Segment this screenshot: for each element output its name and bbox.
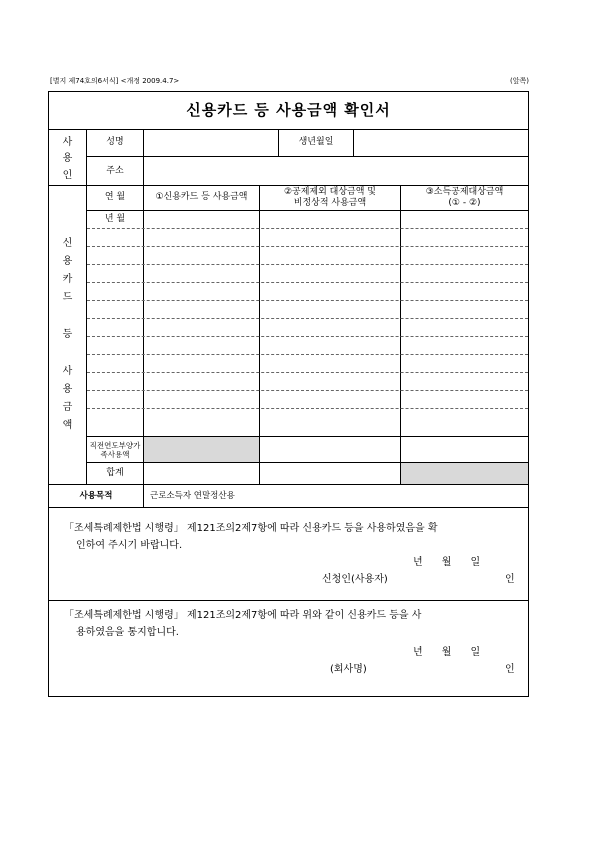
user-section-label: 사 용 인 (62, 136, 73, 182)
address-label: 주소 (106, 165, 124, 176)
name-field[interactable] (144, 129, 278, 156)
form-title: 신용카드 등 사용금액 확인서 (49, 92, 528, 130)
month-subheader: 년 월 (104, 214, 126, 225)
request-date: 년 월 일 (413, 557, 481, 568)
request-signer: 신청인(사용자) (322, 574, 388, 585)
usage-section-label: 신 용 카 드 등 사 용 금 액 (62, 237, 73, 431)
total-shaded-cell (401, 463, 528, 484)
form-reference: [별지 제74호의6서식] <개정 2009.4.7> (50, 77, 180, 85)
purpose-label: 사용목적 (79, 490, 113, 501)
monthly-amount-rows[interactable] (144, 211, 528, 436)
notice-date: 년 월 일 (413, 647, 481, 658)
col-month-header: 연 월 (104, 192, 126, 203)
address-field[interactable] (144, 157, 528, 185)
notice-seal[interactable]: 인 (505, 664, 515, 675)
col-excluded-header: ②공제제외 대상금액 및 비정상적 사용금액 (283, 186, 377, 208)
birth-date-field[interactable] (354, 129, 528, 156)
col-card-amount-header: ①신용카드 등 사용금액 (155, 192, 248, 203)
page-side-label: (앞쪽) (510, 77, 529, 85)
notice-text: 「조세특례제한법 시행령」 제121조의2제7항에 따라 위와 같이 신용카드 등을 사 용하였음을 통지합니다. (64, 610, 422, 638)
prev-year-dependent-label: 직전연도부양가 족사용액 (89, 440, 141, 459)
notice-company: (회사명) (330, 664, 367, 675)
col-deductible-header: ③소득공제대상금액 (① - ②) (425, 186, 504, 208)
name-label: 성명 (106, 137, 124, 148)
certificate-form (48, 91, 529, 697)
request-seal[interactable]: 인 (505, 574, 515, 585)
prev-row-shaded-cell (144, 437, 259, 462)
total-label: 합계 (106, 468, 124, 479)
purpose-value: 근로소득자 연말정산용 (150, 491, 235, 501)
request-text: 「조세특례제한법 시행령」 제121조의2제7항에 따라 신용카드 등을 사용하였음을 확 인하여 주시기 바랍니다. (64, 523, 438, 551)
birth-date-label: 생년월일 (298, 137, 334, 148)
